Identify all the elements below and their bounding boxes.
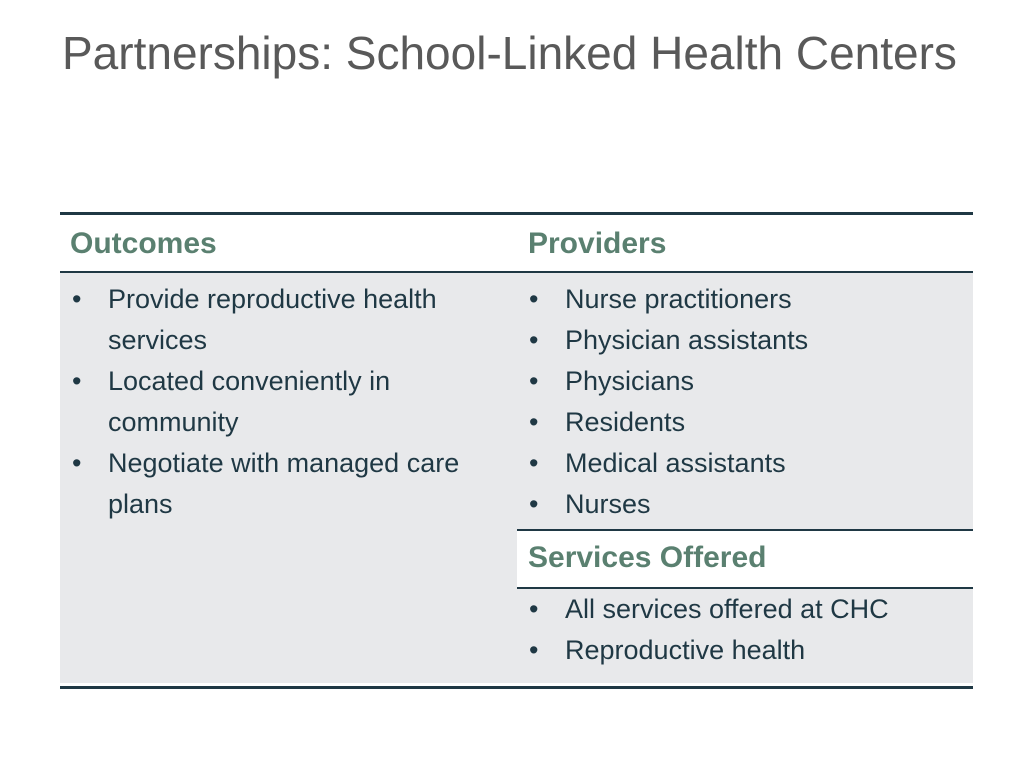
services-header-row — [517, 529, 973, 589]
bullet-icon: • — [529, 448, 539, 478]
provider-text: Nurses — [565, 489, 651, 519]
provider-text: Nurse practitioners — [565, 284, 792, 314]
outcome-text: Negotiate with managed care plans — [108, 448, 460, 519]
partnerships-table — [60, 212, 973, 689]
services-list — [517, 589, 973, 671]
bullet-icon: • — [529, 635, 539, 665]
bullet-icon: • — [529, 407, 539, 437]
providers-list — [517, 279, 967, 525]
provider-text: Physician assistants — [565, 325, 809, 355]
bullet-icon: • — [529, 325, 539, 355]
bullet-icon: • — [529, 366, 539, 396]
outcome-text: Located conveniently in community — [108, 366, 391, 437]
provider-text: Medical assistants — [565, 448, 786, 478]
table-body — [60, 273, 973, 683]
list-item — [517, 320, 967, 361]
table-header-row — [60, 215, 973, 273]
provider-text: Residents — [565, 407, 686, 437]
service-text: All services offered at CHC — [565, 594, 889, 624]
list-item — [60, 279, 510, 361]
bullet-icon: • — [72, 448, 82, 478]
list-item — [517, 279, 967, 320]
provider-text: Physicians — [565, 366, 695, 396]
bullet-icon: • — [529, 489, 539, 519]
bullet-icon: • — [72, 284, 82, 314]
bullet-icon: • — [529, 284, 539, 314]
list-item — [517, 589, 973, 630]
slide-title: Partnerships: School-Linked Health Centers — [62, 27, 957, 79]
list-item — [517, 484, 967, 525]
outcomes-header: Outcomes — [70, 227, 217, 260]
list-item — [60, 361, 510, 443]
list-item — [517, 402, 967, 443]
service-text: Reproductive health — [565, 635, 806, 665]
bullet-icon: • — [529, 594, 539, 624]
services-header: Services Offered — [528, 541, 767, 574]
outcomes-list — [60, 279, 510, 525]
list-item — [60, 443, 510, 525]
providers-header: Providers — [528, 227, 667, 260]
list-item — [517, 443, 967, 484]
list-item — [517, 361, 967, 402]
list-item — [517, 630, 973, 671]
outcome-text: Provide reproductive health services — [108, 284, 437, 355]
bullet-icon: • — [72, 366, 82, 396]
